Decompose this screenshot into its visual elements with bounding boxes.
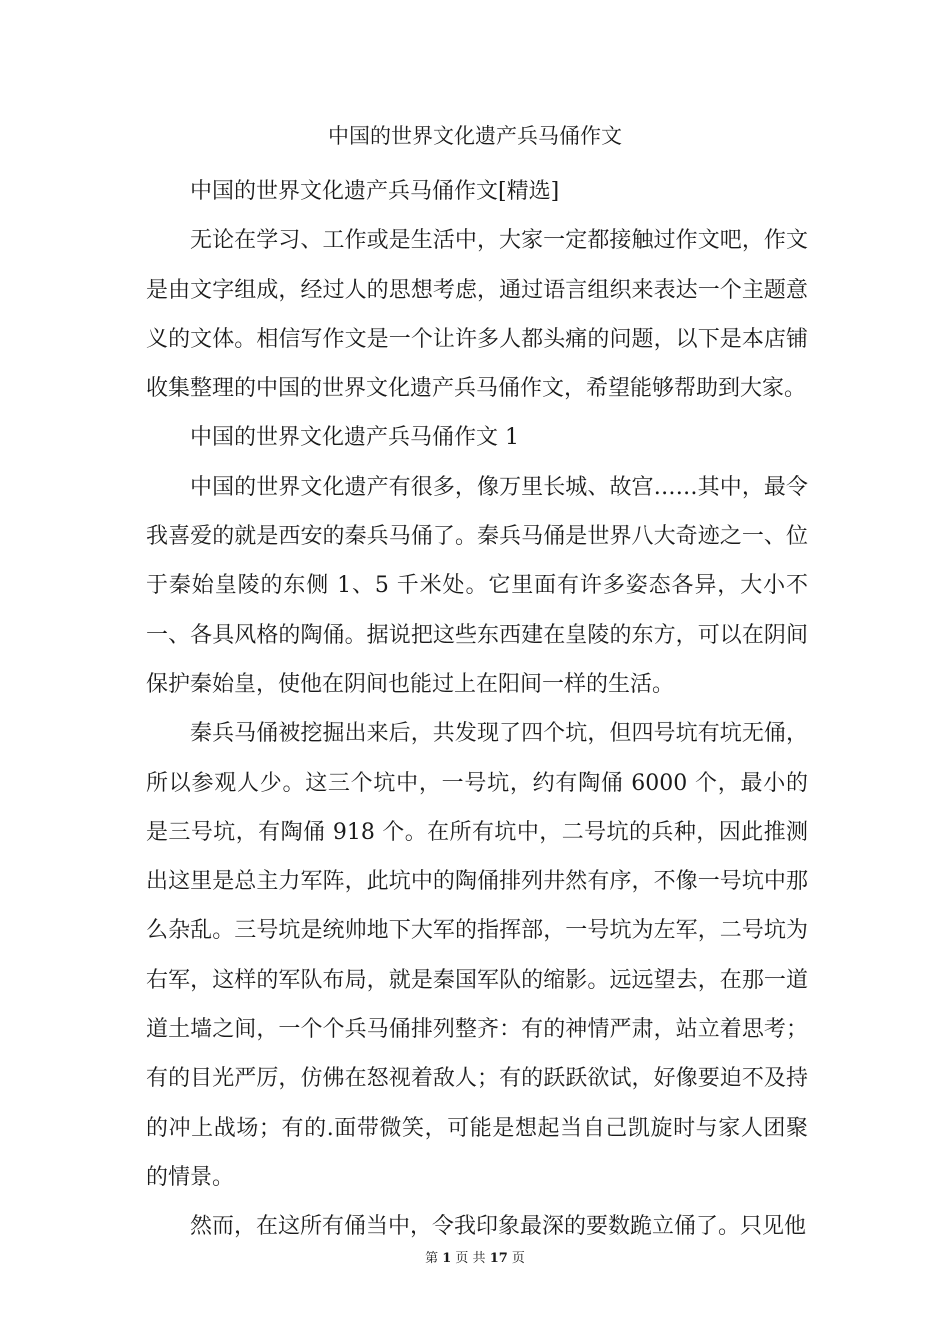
paragraph-intro: 无论在学习、工作或是生活中，大家一定都接触过作文吧，作文是由文字组成，经过人的思想考虑，通过语言组织来表达一个主题意义的文体。相信写作文是一个让许多人都头痛的问题，以下是本店铺收集整理的中国的世界文化遗产兵马俑作文，希望能够帮助到大家。 [146,228,808,402]
footer-middle: 页 共 [455,1251,486,1266]
document-body [146,167,808,1252]
paragraph-essay-2: 秦兵马俑被挖掘出来后，共发现了四个坑，但四号坑有坑无俑，所以参观人少。这三个坑中，一号坑，约有陶俑 6000 个，最小的是三号坑，有陶俑 918 个。在所有坑中，二号坑的兵种，因此推测出这里是总主力军阵，此坑中的陶俑排列井然有序，不像一号坑中那么杂乱。三号坑是统帅地下大军的指挥部，一号坑为左军，二号坑为右军，这样的军队布局，就是秦国军队的缩影。远远望去，在那一道道土墙之间，一个个兵马俑排列整齐：有的神情严肃，站立着思考；有的目光严厉，仿佛在怒视着敌人；有的跃跃欲试，好像要迫不及持的冲上战场；有的.面带微笑，可能是想起当自己凯旋时与家人团聚的情景。 [146,721,808,1190]
page-footer [0,1249,950,1269]
footer-total-pages: 17 [489,1251,508,1266]
document-title: 中国的世界文化遗产兵马俑作文 [328,124,622,148]
paragraph-essay-heading: 中国的世界文化遗产兵马俑作文 1 [190,425,519,451]
paragraph-subtitle: 中国的世界文化遗产兵马俑作文[精选] [190,179,560,204]
paragraph-essay-1: 中国的世界文化遗产有很多，像万里长城、故宫……其中，最令我喜爱的就是西安的秦兵马俑了。秦兵马俑是世界八大奇迹之一、位于秦始皇陵的东侧 1、5 千米处。它里面有许多姿态各异，大小不一、各具风格的陶俑。据说把这些东西建在皇陵的东方，可以在阴间保护秦始皇，使他在阴间也能过上在阳间一样的生活。 [146,474,808,697]
footer-page-number: 1 [442,1251,452,1266]
paragraph-essay-3: 然而，在这所有俑当中，令我印象最深的要数跪立俑了。只见他 [190,1214,807,1240]
footer-prefix: 第 [425,1251,439,1266]
footer-suffix: 页 [511,1251,525,1266]
